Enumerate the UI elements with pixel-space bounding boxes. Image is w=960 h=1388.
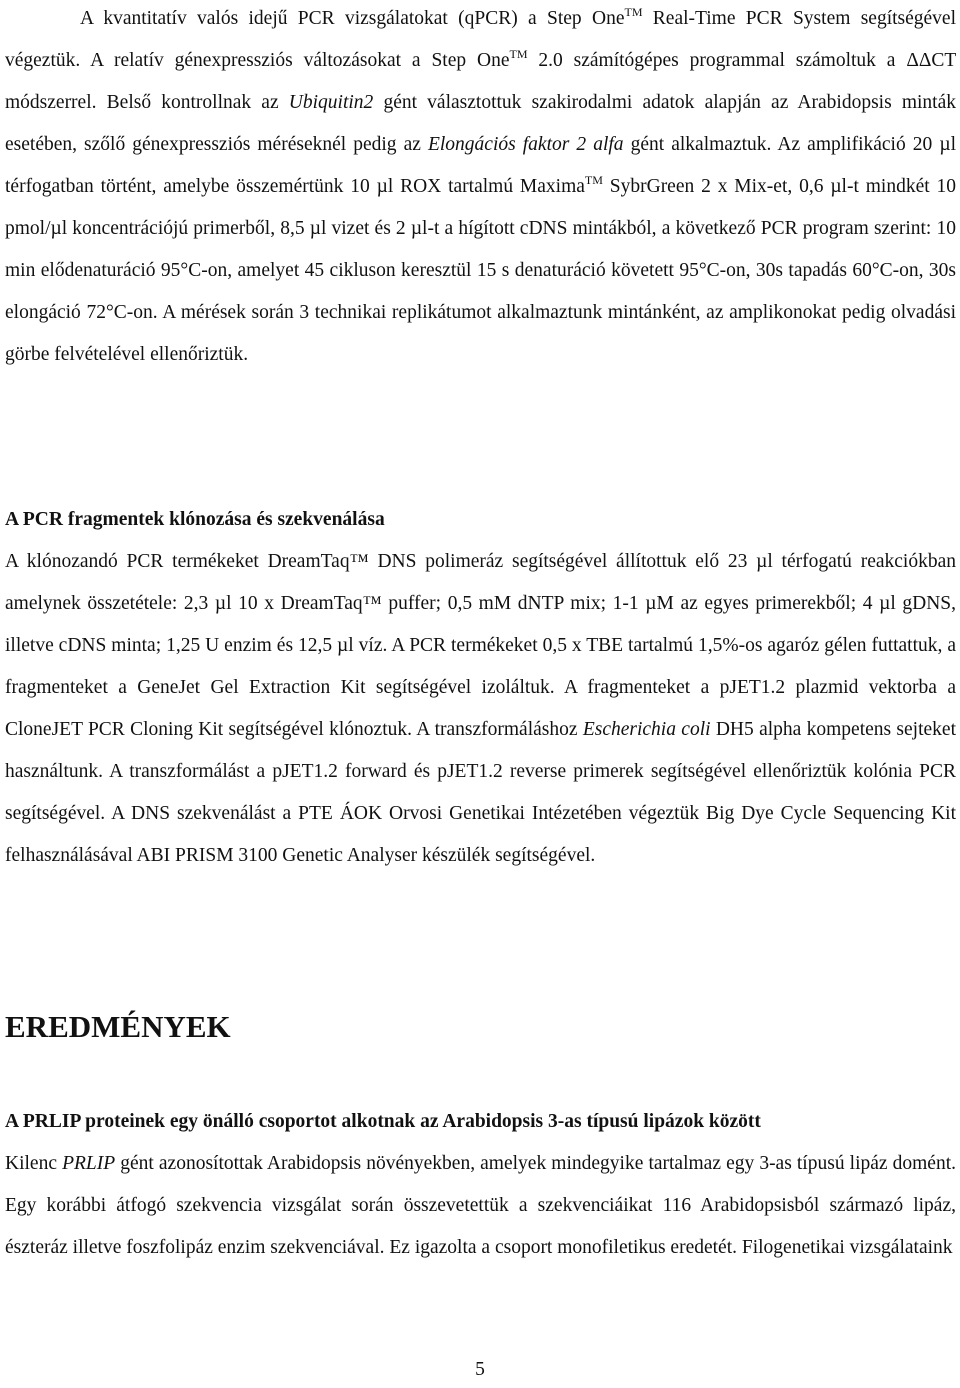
trademark-superscript: TM <box>509 47 528 61</box>
trademark-superscript: TM <box>584 173 603 187</box>
subheading-prlip: A PRLIP proteinek egy önálló csoportot alkotnak az Arabidopsis 3-as típusú lipázok között <box>5 1111 761 1132</box>
text-span: DH5 alpha kompetens sejteket használtunk. A transzformálást a pJET1.2 forward és pJET1.2 reverse primerek segítségével ellenőriztük kolónia PCR segítségével. A DNS szekvenálást a PTE ÁOK Orvosi Genetikai Intézetében végeztük Big Dye Cycle Sequencing Kit felhasználásával ABI PRISM 3100 Genetic Analyser készülék segítségével. <box>5 719 956 866</box>
page-number: 5 <box>475 1359 485 1380</box>
paragraph-prlip-results <box>5 1143 956 1269</box>
text-span: gént azonosítottak Arabidopsis növényekben, amelyek mindegyike tartalmaz egy 3-as típusú lipáz domént. Egy korábbi átfogó szekvencia vizsgálat során összevetettük a szekvenciáikat 116 Arabidopsisból származó lipáz, észteráz illetve foszfolipáz enzim szekvenciával. Ez igazolta a csoport monofiletikus eredetét. Filogenetikai vizsgálataink <box>5 1153 957 1258</box>
subheading-pcr-cloning: A PCR fragmentek klónozása és szekvenálása <box>5 509 385 530</box>
ddct-symbol: ΔΔCT <box>906 50 956 71</box>
text-span: gént választottuk szakirodalmi adatok alapján az Arabidopsis minták esetében, szőlő génexpressziós méréseknél pedig az <box>5 92 956 155</box>
text-span: A klónozandó PCR termékeket DreamTaq™ DNS polimeráz segítségével állítottuk elő 23 µl térfogatú reakciókban amelynek összetétele: 2,3 µl 10 x DreamTaq™ puffer; 0,5 mM dNTP mix; 1-1 µM az egyes primerekből; 4 µl gDNS, illetve cDNS minta; 1,25 U enzim és 12,5 µl víz. A PCR termékeket 0,5 x TBE tartalmú 1,5%-os agaróz gélen futtattuk, a fragmenteket a GeneJet Gel Extraction Kit segítségével izoláltuk. A fragmenteket a pJET1.2 plazmid vektorba a CloneJET PCR Cloning Kit segítségével klónoztuk. A transzformáláshoz <box>5 551 956 740</box>
paragraph-cloning-methods <box>5 541 956 877</box>
text-span: Real-Time PCR System segítségével végeztük. A relatív génexpressziós változásokat a Step One <box>5 8 956 71</box>
species-name-italic: Escherichia coli <box>582 719 711 740</box>
text-span: 2.0 számítógépes programmal számoltuk a <box>527 50 907 71</box>
gene-name-italic: PRLIP <box>62 1153 116 1174</box>
section-title: EREDMÉNYEK <box>5 1009 231 1044</box>
gene-name-italic: Ubiquitin2 <box>288 92 374 113</box>
text-span: SybrGreen 2 x Mix-et, 0,6 µl-t mindkét 10 pmol/µl koncentrációjú primerből, 8,5 µl vizet és 2 µl-t a hígított cDNS mintákból, a következő PCR program szerint: 10 min elődenaturáció 95°C-on, amelyet 45 cikluson keresztül 15 s denaturáció követett 95°C-on, 30s tapadás 60°C-on, 30s elongáció 72°C-on. A mérések során 3 technikai replikátumot alkalmaztunk mintánként, az amplikonokat pedig olvadási görbe felvételével ellenőriztük. <box>5 176 956 365</box>
text-span: gént alkalmaztuk. Az amplifikáció 20 µl térfogatban történt, amelybe összemértünk 10 µl ROX tartalmú Maxima <box>5 134 956 197</box>
text-span: módszerrel. Belső kontrollnak az <box>5 92 289 113</box>
text-span: A kvantitatív valós idejű PCR vizsgálatokat (qPCR) a Step One <box>80 8 625 29</box>
trademark-superscript: TM <box>624 5 643 19</box>
paragraph-qpcr-methods <box>5 0 956 376</box>
gene-name-italic: Elongációs faktor 2 alfa <box>427 134 624 155</box>
text-span: Kilenc <box>5 1153 63 1174</box>
